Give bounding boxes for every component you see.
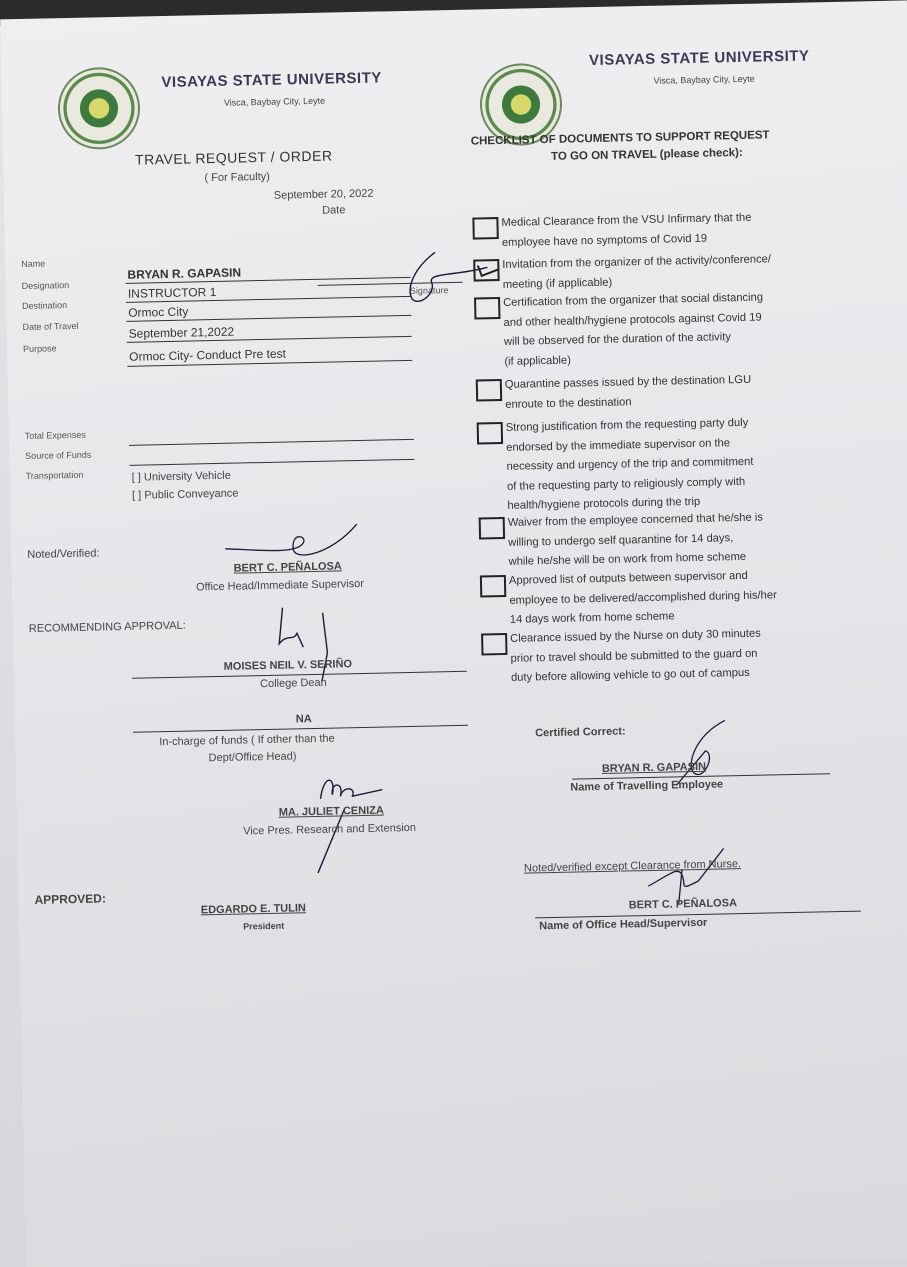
designation-value: INSTRUCTOR 1: [127, 284, 217, 301]
checklist-item-text: Approved list of outputs between supervisor and: [508, 569, 748, 587]
head-name: BERT C. PEÑALOSA: [628, 897, 738, 912]
funds-title-line1: In-charge of funds ( If other than the: [159, 732, 335, 749]
checklist-item-text: Quarantine passes issued by the destination LGU: [504, 373, 752, 391]
checklist-item-text: willing to undergo self quarantine for 14 days,: [508, 531, 734, 549]
checklist-checkbox[interactable]: [479, 517, 505, 540]
vp-title: Vice Pres. Research and Extension: [243, 821, 417, 838]
traveller-title: Name of Travelling Employee: [570, 778, 724, 794]
form-subtitle: ( For Faculty): [204, 170, 270, 185]
traveller-name: BRYAN R. GAPASIN: [601, 760, 707, 775]
transport-public-conveyance: [ ] Public Conveyance: [131, 487, 239, 502]
checklist-item-text: employee to be delivered/accomplished during his/her: [509, 588, 777, 607]
dean-title: College Dean: [259, 676, 327, 691]
total-expenses-label: Total Expenses: [24, 429, 86, 441]
date-label: Date: [322, 204, 346, 217]
checklist-item-text: health/hygiene protocols during the trip: [507, 495, 701, 512]
checklist-item-text: endorsed by the immediate supervisor on the: [506, 436, 731, 454]
transport-university-vehicle: [ ] University Vehicle: [131, 469, 231, 484]
university-seal-left: [57, 67, 141, 151]
university-address-left: Visca, Baybay City, Leyte: [223, 95, 326, 108]
total-expenses-line: [129, 439, 414, 446]
checklist-checkbox[interactable]: [480, 575, 506, 598]
president-name: EDGARDO E. TULIN: [200, 902, 307, 917]
head-title: Name of Office Head/Supervisor: [539, 916, 708, 933]
recommending-approval-label: RECOMMENDING APPROVAL:: [28, 619, 186, 635]
purpose-label: Purpose: [22, 343, 57, 355]
checkmark-icon: [477, 259, 498, 277]
name-value: BRYAN R. GAPASIN: [127, 265, 242, 282]
checklist-checkbox[interactable]: [481, 633, 507, 656]
checklist-item-text: employee have no symptoms of Covid 19: [501, 232, 708, 249]
source-of-funds-label: Source of Funds: [25, 449, 92, 461]
checklist-item-text: of the requesting party to religiously comply with: [506, 475, 746, 493]
checklist-item-text: will be observed for the duration of the activity: [503, 331, 732, 348]
checklist-item-text: necessity and urgency of the trip and commitment: [506, 455, 754, 473]
supervisor-name: BERT C. PEÑALOSA: [233, 560, 342, 575]
certified-correct-label: Certified Correct:: [535, 725, 626, 740]
funds-line: [133, 725, 468, 733]
checklist-item-text: (if applicable): [504, 354, 572, 368]
destination-value: Ormoc City: [128, 304, 189, 320]
checklist-checkbox[interactable]: [472, 217, 498, 240]
supervisor-signature-icon: [221, 518, 362, 565]
purpose-value: Ormoc City- Conduct Pre test: [129, 346, 287, 364]
date-of-travel-label: Date of Travel: [22, 320, 79, 333]
checklist-item-text: Invitation from the organizer of the activity/conference/: [502, 253, 772, 271]
president-title: President: [243, 920, 285, 932]
noted-except-clearance: Noted/verified except Clearance from Nurse.: [523, 858, 742, 875]
university-name-right: VISAYAS STATE UNIVERSITY: [588, 47, 810, 70]
noted-verified-label: Noted/Verified:: [27, 547, 100, 561]
name-label: Name: [21, 258, 46, 270]
university-name-left: VISAYAS STATE UNIVERSITY: [161, 69, 382, 92]
request-date: September 20, 2022: [273, 187, 374, 202]
checklist-item-text: Strong justification from the requesting party duly: [505, 416, 749, 434]
date-of-travel-value: September 21,2022: [128, 324, 235, 341]
funds-in-charge-value: NA: [295, 713, 312, 726]
checklist-item-text: duty before allowing vehicle to go out of campus: [510, 666, 750, 684]
checklist-title-line1: CHECKLIST OF DOCUMENTS TO SUPPORT REQUEST: [470, 129, 770, 148]
checklist-checkbox[interactable]: [473, 259, 499, 282]
checklist-item-text: while he/she will be on work from home scheme: [508, 550, 747, 568]
form-title: TRAVEL REQUEST / ORDER: [134, 147, 333, 168]
signature-label: Signature: [409, 285, 449, 296]
checklist-item-text: prior to travel should be submitted to the guard on: [510, 647, 758, 665]
checklist-item-text: Waiver from the employee concerned that he/she is: [507, 511, 763, 529]
source-of-funds-line: [129, 459, 414, 466]
designation-label: Designation: [21, 280, 70, 292]
checklist-item-text: enroute to the destination: [505, 395, 632, 411]
checklist-checkbox[interactable]: [477, 422, 503, 445]
dean-name: MOISES NEIL V. SERIÑO: [223, 658, 353, 673]
checklist-checkbox[interactable]: [476, 379, 502, 402]
transportation-label: Transportation: [25, 469, 84, 481]
checklist-item-text: meeting (if applicable): [502, 276, 613, 291]
checklist-item-text: Medical Clearance from the VSU Infirmary that the: [501, 211, 752, 229]
checklist-item-text: Certification from the organizer that social distancing: [503, 291, 764, 309]
funds-title-line2: Dept/Office Head): [208, 750, 297, 765]
supervisor-title: Office Head/Immediate Supervisor: [195, 577, 365, 594]
destination-label: Destination: [22, 300, 68, 312]
checklist-item-text: 14 days work from home scheme: [509, 610, 675, 626]
vp-name: MA. JULIET CENIZA: [278, 804, 385, 819]
approved-label: APPROVED:: [34, 891, 107, 907]
checklist-checkbox[interactable]: [474, 297, 500, 320]
checklist-item-text: and other health/hygiene protocols against Covid 19: [503, 311, 762, 329]
university-address-right: Visca, Baybay City, Leyte: [653, 73, 755, 86]
checklist-item-text: Clearance issued by the Nurse on duty 30 minutes: [510, 627, 761, 645]
checklist-title-line2: TO GO ON TRAVEL (please check):: [550, 146, 743, 163]
